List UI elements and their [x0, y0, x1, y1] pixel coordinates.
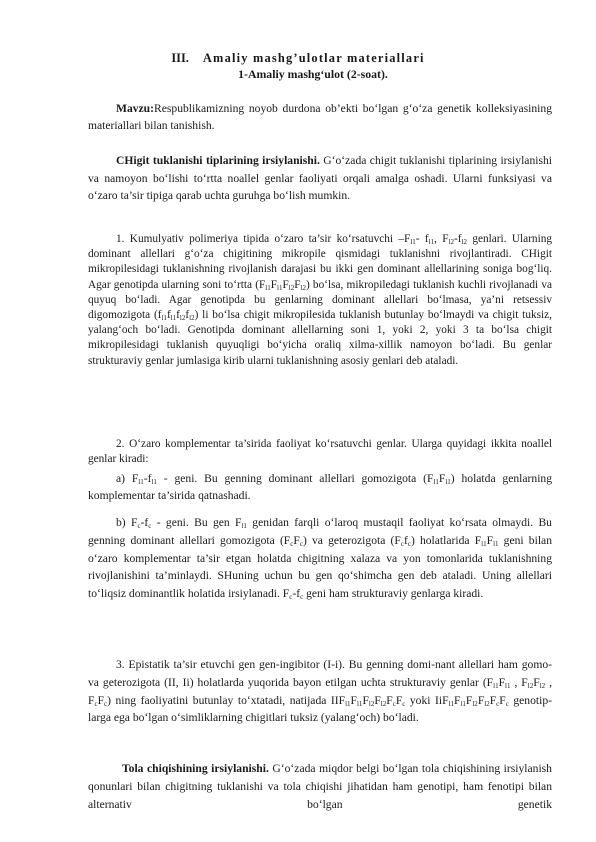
subscript: l1: [277, 283, 283, 292]
subscript: c: [392, 699, 396, 708]
topic-label: Mavzu:: [116, 102, 154, 115]
subscript: c: [290, 539, 294, 548]
subscript: l1: [433, 478, 439, 486]
subscript: l1: [265, 283, 271, 292]
subscript: l2: [472, 699, 478, 708]
lesson-subtitle: 1-Amaliy mashg‘ulot (2-soat).: [238, 67, 388, 81]
subscript: l1: [356, 699, 363, 708]
subscript: l1: [460, 699, 466, 708]
subscript: l2: [368, 699, 375, 708]
text-run: , F: [434, 233, 449, 245]
text-run: genotip-larga ega bo‘lgan o‘simliklarning chigitlari tuksiz (yalang‘och) bo‘ladi.: [88, 693, 552, 725]
subscript: l2: [461, 238, 467, 246]
text-run: - geni. Bu gen F: [151, 516, 242, 529]
subscript: c: [104, 699, 108, 708]
paragraph-fiber-yield: [88, 760, 552, 813]
text-run: yoki IiF: [405, 693, 449, 707]
subscript: l2: [448, 238, 454, 246]
text-run: -f: [143, 472, 152, 485]
subscript: c: [299, 539, 303, 548]
subscript: l1: [151, 478, 157, 486]
complementary-text: 2. O‘zaro komplementar ta’sirida faoliyat ko‘rsatuvchi genlar. Ularga quyidagi ikkita noallel genlar kiradi:: [88, 438, 552, 466]
text-run: genidan farqli o‘laroq mustaqil faoliyat ko‘rsata olmaydi. Bu genning dominant allellari gomozigota (F: [88, 516, 552, 547]
text-run: - f: [415, 233, 429, 245]
subscript: c: [400, 539, 404, 548]
subscript: l1: [448, 699, 454, 708]
text-run: 1. Kumulyativ polimeriya tipida o‘zaro ta’sir ko‘rsatuvchi –F: [116, 233, 411, 245]
subscript: l2: [179, 314, 186, 323]
subscript: c: [300, 593, 304, 602]
paragraph-gene-b: b) $F_c-f_c$ - geni. Bu gen $F_{l1}$ genidan farqli o‘laroq mustaqil faoliyat ko‘rsata olmaydi. Bu genning dominant allellari gomozigota $(F_cF_c)$ va geterozigota $(F_cf_c)$ holatlarida $F_{l1}F_{l1}$ geni bilan o‘zaro komplementar ta’sir etgan holatda chigitning xalaza va yon tomonlarida tuklanishning rivojlanishini ta’minlaydi. SHuning uchun bu gen qo‘shimcha gen deb ataladi. Uning allellari to‘liqsiz dominantlik holatida irsiylanadi. $F_c-f_c$ geni ham strukturaviy genlarga kiradi.: [88, 516, 552, 602]
seed-fuzz-heading: CHigit tuklanishi tiplarining irsiylanishi.: [116, 154, 320, 167]
subscript: l2: [288, 283, 295, 292]
paragraph-complementary: [88, 437, 552, 467]
paragraph-gene-a: a) $F_{l1}-f_{l1}$ - geni. Bu genning dominant allellari gomozigota $(F_{l1}F_{l1})$ holatda genlarning komplementar ta’sirida qatnashadi.: [88, 472, 553, 503]
subscript: l1: [493, 681, 499, 690]
subscript: l1: [241, 522, 247, 530]
subscript: l2: [300, 283, 306, 292]
subscript: l2: [189, 314, 195, 323]
text-run: ) holatlarida F: [410, 533, 482, 547]
subscript: c: [402, 699, 406, 708]
text-run: -f: [140, 516, 149, 529]
subscript: c: [289, 593, 293, 602]
section-title: Amaliy mashg’ulotlar materiallari: [202, 51, 425, 65]
subscript: l2: [527, 681, 534, 690]
topic-text: Respublikamizning noyob durdona ob’ekti bo‘lgan g‘o‘za genetik kolleksiyasining materiallari bilan tanishish.: [88, 102, 552, 133]
subscript: l1: [481, 539, 487, 548]
text-run: -f: [454, 233, 462, 245]
subscript: c: [94, 699, 98, 708]
text-run: ) holatda genlarning komplementar ta’sirida qatnashadi.: [88, 472, 553, 503]
text-run: geni ham strukturaviy genlarga kiradi.: [303, 587, 484, 601]
subscript: l1: [410, 238, 416, 246]
text-run: geni bilan o‘zaro komplementar ta’sir etgan holatda chigitning xalaza va yon tomonlarida tuklanishning rivojlanishini ta’minlaydi. SHuning uchun bu gen qo‘shimcha gen deb ataladi. Uning allellari to‘liqsiz dominantlik holatida irsiylanadi. F: [88, 533, 552, 601]
text-run: b) F: [116, 516, 138, 529]
subscript: l2: [484, 699, 490, 708]
subscript: l1: [428, 238, 435, 246]
text-run: 3. Epistatik ta’sir etuvchi gen gen-ingibitor (I-i). Bu genning domi-nant allellari ham gomo- va geterozigota (II, Ii) holatlarda yuqorida bayon etilgan uchta strukturaviy genlar (F: [88, 658, 552, 689]
paragraph-epistatic: 3. Epistatik ta’sir etuvchi gen gen-ingibitor (I-i). Bu genning domi-nant allellari ham gomo- va geterozigota (II, Ii) holatlarda yuqorida bayon etilgan uchta strukturaviy genlar ($F_{l1}F_{l1}$ , $F_{l2}F_{l2}$ , $F_cF_c$) ning faoliyatini butunlay to‘xtatadi, natijada $IIF_{l1}F_{l1}F_{l2}F_{l2}F_cF_c$ yoki $IiF_{l1}F_{l1}F_{l2}F_{l2}F_cF_c$ genotip-larga ega bo‘lgan o‘simliklarning chigitlari tuksiz (yalang‘och) bo‘ladi.: [88, 658, 552, 725]
text-run: ) ning faoliyatini butunlay to‘xtatadi, natijada IIF: [107, 693, 346, 707]
text-run: a) F: [116, 472, 139, 485]
subscript: l1: [161, 314, 167, 323]
text-run: ) va geterozigota (F: [302, 533, 401, 547]
subscript: c: [505, 699, 509, 708]
text-run: , F: [510, 675, 528, 689]
subscript: c: [148, 522, 152, 530]
subscript: l1: [493, 539, 499, 548]
subscript: l1: [445, 478, 451, 486]
subscript: c: [496, 699, 500, 708]
subscript: c: [137, 522, 141, 530]
section-number: III.: [171, 51, 189, 65]
subscript: l1: [345, 699, 351, 708]
text-run: genlari. Ularning dominant allellari g‘o‘za chigitining mikropile qismidagi tuklanishni rivojlantiradi. CHigit mikropilesidagi tuklanishning rivojlanish darajasi bu ikki gen dominant allellarining soniga bog‘liq. Agar genotipda ularning soni to‘rtta (F: [88, 233, 553, 291]
subscript: l1: [505, 681, 511, 690]
section-heading: [0, 50, 596, 66]
paragraph-seed-fuzz: [88, 152, 552, 205]
subscript: c: [407, 539, 411, 548]
text-run: - geni. Bu genning dominant allellari gomozigota (F: [156, 472, 434, 485]
subscript: l2: [380, 699, 387, 708]
fiber-yield-text: G‘o‘zada miqdor belgi bo‘lgan tola chiqishining irsiylanish qonunlari bilan chigitning tuklanishi va tola chiqishi jihatidan ham genotipi, ham fenotipi bilan alternativ bo‘lgan genetik: [88, 762, 552, 811]
subscript: l1: [138, 478, 144, 486]
subscript: l2: [539, 681, 546, 690]
seed-fuzz-text: G‘o‘zada chigit tuklanishi tiplarining irsiylanishi va namoyon bo‘lishi to‘rtta noallel genlar faoliyati orqali amalga oshadi. Ularni funksiyasi va o‘zaro ta’sir tipiga qarab uchta guruhga bo‘lish mumkin.: [88, 154, 552, 203]
subscript: l1: [170, 314, 177, 323]
text-run: ) bo‘lsa, mikropiledagi tuklanish kuchli rivojlanadi va quyuq bo‘ladi. Agar genotipda bu genlarning dominant allellari bo‘lmasa, ya’ni retsessiv digomozigota (f: [88, 278, 552, 322]
paragraph-topic: [88, 100, 552, 134]
paragraph-cumulative-polymery: 1. Kumulyativ polimeriya tipida o‘zaro ta’sir ko‘rsatuvchi $-F_{l1}-$ $f_{l1}$, $F_{l2}-f_{l2}$ genlari. Ularning dominant allellari g‘o‘za chigitining mikropile qismidagi tuklanishni rivojlantiradi. CHigit mikropilesidagi tuklanishning rivojlanish darajasi bu ikki gen dominant allellarining soniga bog‘liq. Agar genotipda ularning soni to‘rtta $(F_{l1}F_{l1}F_{l2}F_{l2})$ bo‘lsa, mikropiledagi tuklanish kuchli rivojlanadi va quyuq bo‘ladi. Agar genotipda bu genlarning dominant allellari bo‘lmasa, ya’ni retsessiv digomozigota $(f_{l1}f_{l1}f_{l2}f_{l2})$ li bo‘lsa chigit mikropilesida tuklanish butunlay bo‘lmaydi va chigit tuksiz, yalang‘och bo‘ladi. Genotipda dominant allellarning soni 1, yoki 2, yoki 3 ta bo‘lsa chigit mikropilesidagi tuklanish quyuqligi bo‘yicha oraliq xilma-xillik namoyon bo‘ladi. Bu genlar strukturaviy genlar jumlasiga kirib ularni tuklanishning asosiy genlari deb ataladi.: [88, 233, 553, 367]
fiber-yield-heading: Tola chiqishining irsiylanishi.: [122, 762, 269, 775]
text-run: , F: [88, 675, 552, 707]
text-run: ) li bo‘lsa chigit mikropilesida tuklanish butunlay bo‘lmaydi va chigit tuksiz, yalang‘och bo‘ladi. Genotipda dominant allellarning soni 1, yoki 2, yoki 3 ta bo‘lsa chigit mikropilesidagi tuklanish quyuqligi bo‘yicha oraliq xilma-xillik namoyon bo‘ladi. Bu genlar strukturaviy genlar jumlasiga kirib ularni tuklanishning asosiy genlari deb ataladi.: [88, 309, 552, 367]
